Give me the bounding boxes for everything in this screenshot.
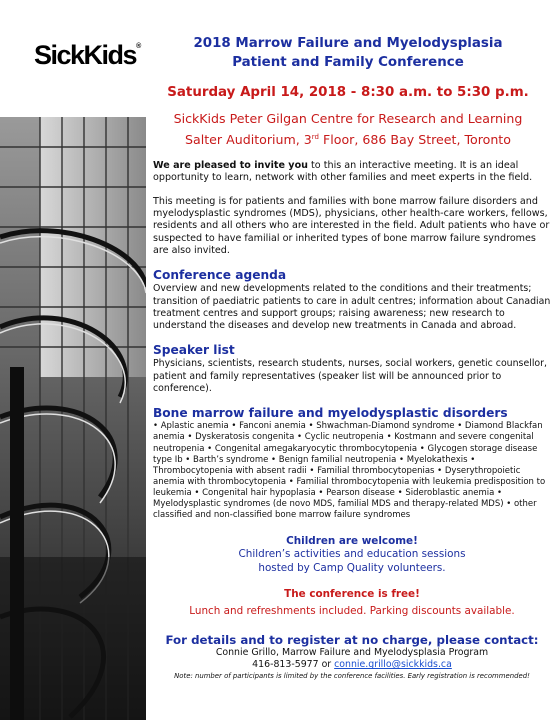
- children-line-2: hosted by Camp Quality volunteers.: [258, 561, 446, 574]
- free-heading: The conference is free!: [284, 588, 420, 601]
- audience-paragraph: This meeting is for patients and families with bone marrow failure disorders and myelodysplastic syndromes (MDS), physicians, other health-care workers, fellows, residents and all others who are interested in the field. Adult patients who have or suspected to have familial or inherited types of bone marrow failure syndromes are also invited.: [153, 195, 550, 256]
- disorders-list: • Aplastic anemia • Fanconi anemia • Shwachman-Diamond syndrome • Diamond Blackfan anemia • Dyskeratosis congenita • Cyclic neutropenia • Kostmann and severe congenital neutropenia • Congenital amegakaryocytic thrombocytopenia • Glycogen storage disease type Ib • Barth’s syndrome • Benign familial neutropenia • Myelokathexis • Thrombocytopenia with absent radii • Familial thrombocytopenias • Dyserythropoietic anemia with thrombocytopenia • Familial thrombocytopenia with leukemia predisposition to leukemia • Congenital hair hypoplasia • Pearson disease • Sideroblastic anemia • Myelodysplastic syndromes (de novo MDS, familial MDS and therapy-related MDS) • other classified and non-classified bone marrow failure syndromes: [153, 421, 546, 521]
- contact-name: Connie Grillo, Marrow Failure and Myelodysplasia Program: [215, 647, 489, 659]
- sickkids-logo: SickKids®: [34, 40, 142, 70]
- agenda-heading: Conference agenda: [153, 268, 287, 283]
- intro-paragraph: We are pleased to invite you to this an interactive meeting. It is an ideal opportunity to learn, network with other families and meet experts in the field.: [153, 160, 533, 184]
- contact-heading: For details and to register at no charge, please contact:: [165, 633, 539, 648]
- agenda-text: Overview and new developments related to the conditions and their treatments; transition of paediatric patients to care in adult centres; information about Canadian treatment centres and support groups; raising awareness; new research to understand the diseases and develop new treatments in Canada and abroad.: [153, 283, 551, 332]
- children-heading: Children are welcome!: [286, 535, 418, 548]
- conference-title: 2018 Marrow Failure and Myelodysplasia Patient and Family Conference: [193, 36, 503, 70]
- email-link[interactable]: connie.grillo@sickkids.ca: [334, 659, 452, 671]
- building-photo: [0, 117, 146, 720]
- children-line-1: Children’s activities and education sessions: [238, 548, 466, 561]
- free-line: Lunch and refreshments included. Parking discounts available.: [189, 605, 515, 618]
- contact-phone-email: 416-813-5977 or connie.grillo@sickkids.ca: [252, 659, 452, 671]
- disorders-heading: Bone marrow failure and myelodysplastic disorders: [153, 406, 508, 421]
- registration-note: Note: number of participants is limited by the conference facilities. Early registration is recommended!: [174, 671, 530, 680]
- conference-date: Saturday April 14, 2018 - 8:30 a.m. to 5:30 p.m.: [167, 85, 529, 100]
- conference-venue: SickKids Peter Gilgan Centre for Research and Learning Salter Auditorium, 3rd Floor, 686 Bay Street, Toronto: [173, 111, 523, 148]
- speakers-text: Physicians, scientists, research students, nurses, social workers, genetic counsellor, patient and family representatives (speaker list will be announced prior to conference).: [153, 358, 547, 395]
- flyer-content: [153, 34, 551, 681]
- speakers-heading: Speaker list: [153, 343, 235, 358]
